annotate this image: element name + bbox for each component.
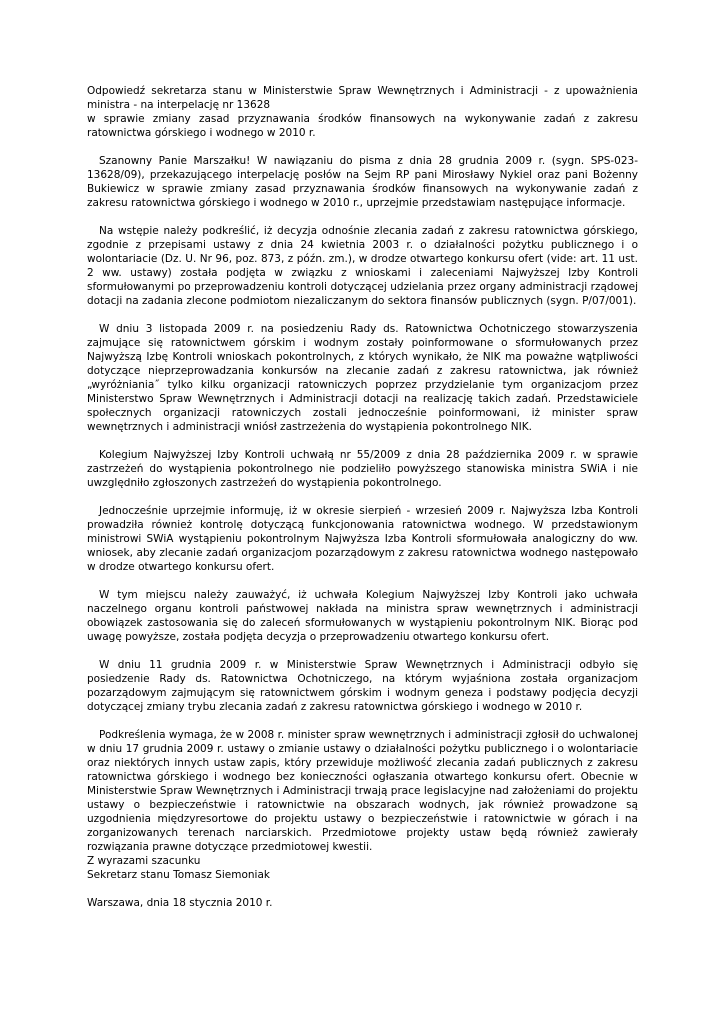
closing-regards: Z wyrazami szacunku bbox=[87, 855, 201, 867]
paragraph-december-meeting: W dniu 11 grudnia 2009 r. w Ministerstwie Spraw Wewnętrznych i Administracji odbyło się posiedzenie Rady ds. Ratownictwa Ochotniczego, na którym wyjaśniona została organizacjom pozarządowym zajmującym się ratownictwem górskim i wodnym geneza i podstawy podjęcia decyzji dotyczącej zmiany trybu zlecania zadań z zakresu ratownictwa górskiego i wodnego w 2010 r. bbox=[87, 659, 638, 713]
paragraph-water-rescue-audit: Jednocześnie uprzejmie informuję, iż w okresie sierpień - wrzesień 2009 r. Najwyższa Izba Kontroli prowadziła również kontrolę dotyczącą funkcjonowania ratownictwa wodnego. W przedstawionym ministrowi SWiA wystąpieniu pokontrolnym Najwyższa Izba Kontroli sformułowała analogiczny do ww. wniosek, aby zlecanie zadań organizacjom pozarządowym z zakresu ratownictwa wodnego następowało w drodze otwartego konkursu ofert. bbox=[87, 505, 638, 573]
paragraph-obligation: W tym miejscu należy zauważyć, iż uchwała Kolegium Najwyższej Izby Kontroli jako uchwała naczelnego organu kontroli państwowej nakłada na ministra spraw wewnętrznych i administracji obowiązek zastosowania się do zaleceń sformułowanych w wystąpieniu pokontrolnym NIK. Biorąc pod uwagę powyższe, została podjęta decyzja o przeprowadzeniu otwartego konkursu ofert. bbox=[87, 589, 638, 643]
paragraph-intro: Na wstępie należy podkreślić, iż decyzja odnośnie zlecania zadań z zakresu ratownictwa górskiego, zgodnie z przepisami ustawy z dnia 24 kwietnia 2003 r. o działalności pożytku publicznego i o wolontariacie (Dz. U. Nr 96, poz. 873, z późn. zm.), w drodze otwartego konkursu ofert (vide: art. 11 ust. 2 ww. ustawy) została podjęta w związku z wnioskami i zaleceniami Najwyższej Izby Kontroli sformułowanymi po przeprowadzeniu kontroli dotyczącej udzielania przez organy administracji rządowej dotacji na zadania zlecone podmiotom niezaliczanym do sektora finansów publicznych (sygn. P/07/001). bbox=[87, 225, 638, 307]
paragraph-nik-resolution: Kolegium Najwyższej Izby Kontroli uchwałą nr 55/2009 z dnia 28 października 2009 r. w sprawie zastrzeżeń do wystąpienia pokontrolnego nie podzieliło powyższego stanowiska ministra SWiA i nie uwzględniło zgłoszonych zastrzeżeń do wystąpienia pokontrolnego. bbox=[87, 449, 638, 489]
header-subject: w sprawie zmiany zasad przyznawania środków finansowych na wykonywanie zadań z zakresu ratownictwa górskiego i wodnego w 2010 r. bbox=[87, 113, 638, 139]
letter-document bbox=[87, 84, 638, 910]
header-title: Odpowiedź sekretarza stanu w Ministerstwie Spraw Wewnętrznych i Administracji - z upoważnienia ministra - na interpelację nr 13628 bbox=[87, 85, 638, 111]
paragraph-greeting: Szanowny Panie Marszałku! W nawiązaniu do pisma z dnia 28 grudnia 2009 r. (sygn. SPS-023-13628/09), przekazującego interpelację posłów na Sejm RP pani Mirosławy Nykiel oraz pani Bożenny Bukiewicz w sprawie zmiany zasad przyznawania środków finansowych na wykonywanie zadań z zakresu ratownictwa górskiego i wodnego w 2010 r., uprzejmie przedstawiam następujące informacje. bbox=[87, 155, 638, 209]
closing-signature: Sekretarz stanu Tomasz Siemoniak bbox=[87, 869, 270, 881]
place-and-date: Warszawa, dnia 18 stycznia 2010 r. bbox=[87, 897, 273, 909]
paragraph-legislation: Podkreślenia wymaga, że w 2008 r. minister spraw wewnętrznych i administracji zgłosił do uchwalonej w dniu 17 grudnia 2009 r. ustawy o zmianie ustawy o działalności pożytku publicznego i o wolontariacie oraz niektórych innych ustaw zapis, który przewiduje możliwość zlecania zadań publicznych z zakresu ratownictwa górskiego i wodnego bez konieczności ogłaszania otwartego konkursu ofert. Obecnie w Ministerstwie Spraw Wewnętrznych i Administracji trwają prace legislacyjne nad założeniami do projektu ustawy o bezpieczeństwie i ratownictwie na obszarach wodnych, jak również prowadzone są uzgodnienia międzyresortowe do projektu ustawy o bezpieczeństwie i ratownictwie w górach i na zorganizowanych terenach narciarskich. Przedmiotowe projekty ustaw będą również zawierały rozwiązania prawne dotyczące przedmiotowej kwestii. bbox=[87, 729, 638, 853]
paragraph-council-meeting: W dniu 3 listopada 2009 r. na posiedzeniu Rady ds. Ratownictwa Ochotniczego stowarzyszenia zajmujące się ratownictwem górskim i wodnym zostały poinformowane o sformułowanych przez Najwyższą Izbę Kontroli wnioskach pokontrolnych, z których wynikało, że NIK ma poważne wątpliwości dotyczące nieprzeprowadzania konkursów na zlecanie zadań z zakresu ratownictwa, jak również „wyróżniania˝ tylko kilku organizacji ratowniczych poprzez przydzielanie tym organizacjom przez Ministerstwo Spraw Wewnętrznych i Administracji dotacji na realizację takich zadań. Przedstawiciele społecznych organizacji ratowniczych zostali jednocześnie poinformowani, iż minister spraw wewnętrznych i administracji wniósł zastrzeżenia do wystąpienia pokontrolnego NIK. bbox=[87, 323, 638, 433]
